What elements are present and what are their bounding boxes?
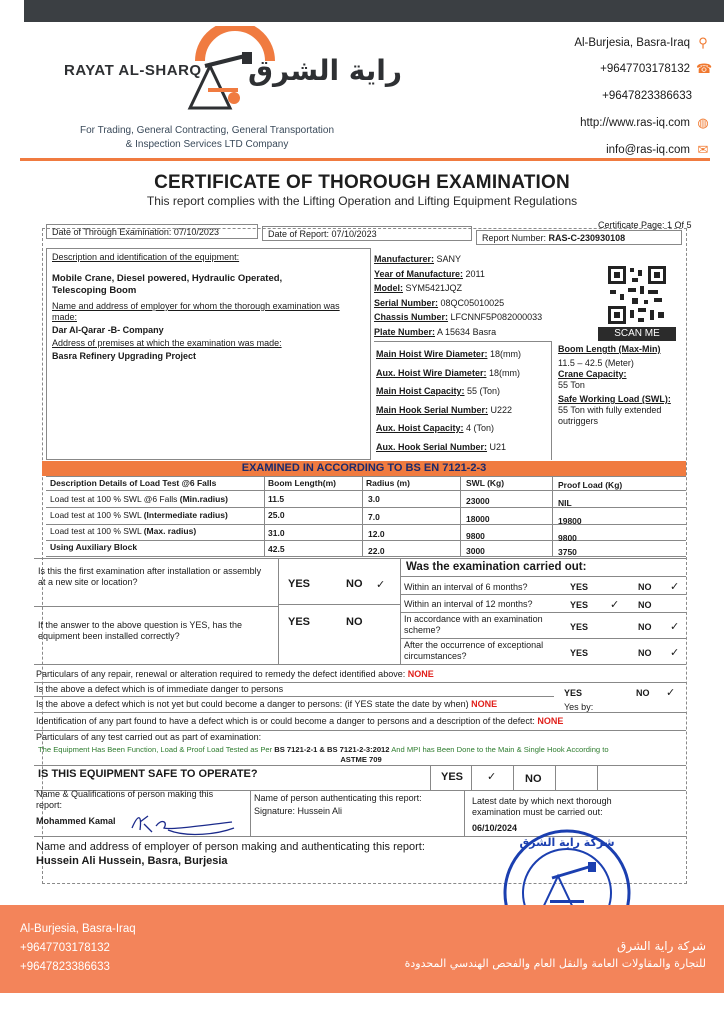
col-header-boom: Boom Length(m) bbox=[268, 478, 336, 488]
tagline-line-1: For Trading, General Contracting, General Transportation bbox=[79, 125, 335, 136]
table-cell: 11.5 bbox=[268, 494, 285, 504]
installed-yes[interactable]: YES bbox=[288, 616, 311, 628]
defect-identification: Identification of any part found to have a defect which is or could become a danger to persons and a description of the defect: NONE bbox=[36, 716, 564, 726]
location-pin-icon: ⚲ bbox=[698, 35, 708, 50]
inspector-signature-icon bbox=[128, 808, 238, 838]
next-exam-date: 06/10/2024 bbox=[472, 823, 518, 833]
col-header-description: Description Details of Load Test @6 Falls bbox=[50, 478, 217, 488]
table-cell: 19800 bbox=[558, 516, 582, 526]
footer-arabic-line-1: شركة راية الشرق bbox=[617, 939, 706, 953]
question-installed: If the answer to the above question is YES, has the equipment been installed correctly? bbox=[38, 620, 242, 641]
interval-6-yes[interactable]: YES bbox=[570, 582, 589, 592]
spec-year: Year of Manufacture: 2011 bbox=[374, 268, 485, 279]
col-header-swl: SWL (Kg) bbox=[466, 478, 505, 488]
table-cell: 42.5 bbox=[268, 544, 285, 554]
not-yet-danger: Is the above a defect which is not yet but could become a danger to persons: (if YES state the date by when) NONE bbox=[36, 699, 498, 709]
scheme-no[interactable]: NO bbox=[638, 622, 652, 632]
spec-main-capacity: Main Hoist Capacity: 55 (Ton) bbox=[376, 386, 501, 396]
qr-code-icon[interactable] bbox=[598, 260, 676, 332]
spec-manufacturer: Manufacturer: SANY bbox=[374, 254, 462, 264]
safe-yes[interactable]: YES bbox=[441, 771, 464, 783]
exam-date-cell: Date of Through Examination: 07/10/2023 bbox=[46, 224, 258, 239]
col-header-proof: Proof Load (Kg) bbox=[558, 480, 623, 490]
top-bar bbox=[24, 0, 724, 22]
contact-email[interactable]: info@ras-iq.com ✉ bbox=[606, 142, 709, 157]
safe-to-operate-question: IS THIS EQUIPMENT SAFE TO OPERATE? bbox=[38, 768, 258, 780]
interval-12-label: Within an interval of 12 months? bbox=[404, 599, 533, 609]
spec-main-wire: Main Hoist Wire Diameter: 18(mm) bbox=[376, 349, 521, 359]
table-cell: 9800 bbox=[558, 533, 577, 543]
hoist-specs-block bbox=[374, 341, 552, 460]
scheme-label: In accordance with an examination scheme? bbox=[404, 614, 543, 635]
first-exam-yes[interactable]: YES bbox=[288, 578, 311, 590]
certificate-title: CERTIFICATE OF THOROUGH EXAMINATION bbox=[154, 172, 570, 193]
interval-6-no-check-icon: ✓ bbox=[670, 581, 680, 593]
brand-name-en: RAYAT AL-SHARQ bbox=[64, 62, 202, 79]
interval-12-yes-check-icon: ✓ bbox=[610, 599, 620, 611]
carried-out-title: Was the examination carried out: bbox=[406, 561, 587, 573]
immediate-danger-yes[interactable]: YES bbox=[564, 688, 583, 698]
employer-name: Hussein Ali Hussein, Basra, Burjesia bbox=[36, 855, 228, 867]
contact-address: Al-Burjesia, Basra-Iraq ⚲ bbox=[574, 36, 710, 50]
table-row: Load test at 100 % SWL (Intermediate radius) bbox=[50, 510, 228, 520]
table-row: Load test at 100 % SWL (Max. radius) bbox=[50, 526, 197, 536]
report-number: RAS-C-230930108 bbox=[548, 233, 626, 243]
immediate-danger-no-check-icon: ✓ bbox=[666, 687, 676, 699]
first-exam-no[interactable]: NO bbox=[346, 578, 363, 590]
footer-phone-1: +9647703178132 bbox=[20, 942, 110, 954]
tagline-line-2: & Inspection Services LTD Company bbox=[125, 139, 289, 150]
stamp-arabic-text: شركة راية الشرق bbox=[519, 836, 615, 849]
header-divider bbox=[20, 158, 710, 161]
globe-icon: ◍ bbox=[697, 115, 709, 130]
table-cell: 22.0 bbox=[368, 546, 385, 556]
scheme-no-check-icon: ✓ bbox=[670, 621, 680, 633]
table-cell: 25.0 bbox=[268, 510, 285, 520]
scheme-yes[interactable]: YES bbox=[570, 622, 589, 632]
footer-arabic bbox=[405, 937, 706, 973]
table-cell: 7.0 bbox=[368, 512, 380, 522]
table-cell: 18000 bbox=[466, 514, 490, 524]
brand-name-ar: راية الشرق bbox=[248, 54, 403, 87]
certificate-page: Certificate Page: 1 Of 5 bbox=[598, 220, 692, 230]
first-exam-no-check-icon: ✓ bbox=[376, 579, 386, 591]
tests-label: Particulars of any test carried out as part of examination: bbox=[36, 732, 262, 742]
immediate-danger: Is the above a defect which is of immediate danger to persons bbox=[36, 684, 284, 694]
next-exam-label: Latest date by which next thorough examination must be carried out: bbox=[472, 796, 612, 817]
safe-answer-box bbox=[430, 766, 598, 790]
spec-chassis: Chassis Number: LFCNNF5P082000033 bbox=[374, 312, 543, 322]
repair-particulars: Particulars of any repair, renewal or alteration required to remedy the defect identified above: NONE bbox=[36, 669, 434, 679]
safe-yes-check-icon: ✓ bbox=[487, 771, 497, 783]
spec-model: Model: SYM5421JQZ bbox=[374, 283, 463, 293]
employer-label: Name and address of employer of person making and authenticating this report: bbox=[36, 841, 425, 853]
interval-6-label: Within an interval of 6 months? bbox=[404, 582, 528, 592]
scan-me-label[interactable]: SCAN ME bbox=[598, 327, 676, 341]
table-cell: 23000 bbox=[466, 496, 490, 506]
footer-contacts bbox=[20, 920, 136, 977]
footer-address: Al-Burjesia, Basra-Iraq bbox=[20, 923, 136, 935]
yes-by-label: Yes by: bbox=[564, 702, 594, 712]
report-date-cell: Date of Report: 07/10/2023 bbox=[262, 226, 472, 241]
table-row: Using Auxiliary Block bbox=[50, 542, 138, 552]
contact-website[interactable]: http://www.ras-iq.com ◍ bbox=[580, 115, 709, 130]
exceptional-no[interactable]: NO bbox=[638, 648, 652, 658]
table-cell: NIL bbox=[558, 498, 572, 508]
table-cell: 31.0 bbox=[268, 528, 285, 538]
installed-no[interactable]: NO bbox=[346, 616, 363, 628]
spec-serial: Serial Number: 08QC05010025 bbox=[374, 297, 505, 308]
spec-aux-hook: Aux. Hook Serial Number: U21 bbox=[376, 441, 507, 452]
tests-description: The Equipment Has Been Function, Load & Proof Load Tested as Per BS 7121-2-1 & BS 7121-2-3:2012 And MPI has Been Done to the Main & Single Hook According to ASTME 709 bbox=[38, 745, 609, 764]
safe-no[interactable]: NO bbox=[525, 773, 542, 785]
boom-specs-block: Boom Length (Max-Min) 11.5 – 42.5 (Meter) Crane Capacity: 55 Ton Safe Working Load (SWL): 55 Ton with fully extended outriggers bbox=[558, 344, 671, 426]
immediate-danger-no[interactable]: NO bbox=[636, 688, 650, 698]
phone-icon: ☎ bbox=[696, 61, 713, 76]
contact-phone-2: +9647823386633 bbox=[602, 90, 692, 102]
exceptional-no-check-icon: ✓ bbox=[670, 647, 680, 659]
spec-aux-capacity: Aux. Hoist Capacity: 4 (Ton) bbox=[376, 423, 495, 433]
spec-main-hook: Main Hook Serial Number: U222 bbox=[376, 404, 513, 415]
interval-6-no[interactable]: NO bbox=[638, 582, 652, 592]
authenticator-label: Name of person authenticating this report: bbox=[254, 793, 422, 803]
load-test-table bbox=[46, 476, 686, 556]
certificate-subtitle: This report complies with the Lifting Operation and Lifting Equipment Regulations bbox=[146, 194, 578, 208]
question-first-exam: Is this the first examination after installation or assembly at a new site or location? bbox=[38, 566, 262, 587]
mail-icon: ✉ bbox=[697, 142, 709, 157]
company-tagline bbox=[62, 124, 352, 152]
authenticator-signature: Signature: Hussein Ali bbox=[254, 806, 343, 816]
examined-banner: EXAMINED IN ACCORDING TO BS EN 7121-2-3 bbox=[42, 461, 686, 476]
equipment-block: Description and identification of the equipment: Mobile Crane, Diesel powered, Hydraulic Operated, Telescoping Boom Name and address of employer for whom the thorough examination was made: Dar Al-Qarar -B- Company Address of premises at which the examination was made: Basra Refinery Upgrading Project bbox=[46, 248, 371, 460]
exceptional-yes[interactable]: YES bbox=[570, 648, 589, 658]
footer-phone-2: +9647823386633 bbox=[20, 961, 110, 973]
qualifications-label: Name & Qualifications of person making this report: bbox=[36, 789, 214, 810]
table-cell: 12.0 bbox=[368, 529, 385, 539]
contact-phone-1: +9647703178132 ☎ bbox=[600, 61, 713, 76]
table-cell: 3.0 bbox=[368, 494, 380, 504]
interval-12-yes[interactable]: YES bbox=[570, 600, 589, 610]
col-header-radius: Radius (m) bbox=[366, 478, 410, 488]
questions-block bbox=[34, 558, 686, 664]
table-cell: 3000 bbox=[466, 546, 485, 556]
footer-arabic-line-2: للتجارة والمقاولات العامة والنقل العام والفحص الهندسي المحدودة bbox=[404, 957, 706, 970]
interval-12-no[interactable]: NO bbox=[638, 600, 652, 610]
table-cell: 3750 bbox=[558, 547, 577, 557]
table-cell: 9800 bbox=[466, 531, 485, 541]
inspector-name: Mohammed Kamal bbox=[36, 816, 116, 826]
table-row: Load test at 100 % SWL @6 Falls (Min.radius) bbox=[50, 494, 228, 504]
exceptional-label: After the occurrence of exceptional circumstances? bbox=[404, 640, 544, 661]
spec-aux-wire: Aux. Hoist Wire Diameter: 18(mm) bbox=[376, 367, 520, 378]
report-number-cell: Report Number: RAS-C-230930108 bbox=[476, 230, 682, 245]
spec-plate: Plate Number: A 15634 Basra bbox=[374, 326, 497, 337]
